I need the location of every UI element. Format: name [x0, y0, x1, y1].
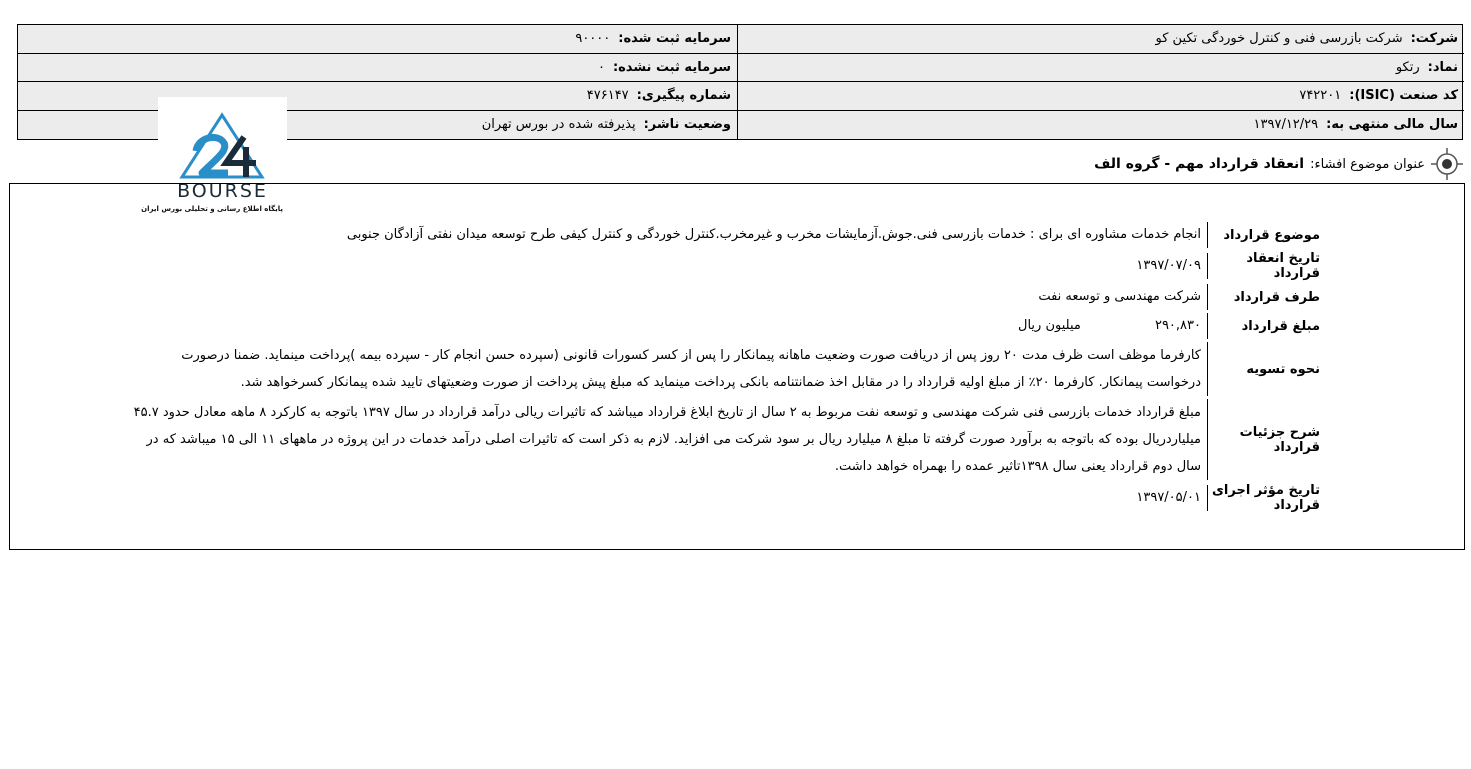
contract-party-value: شرکت مهندسی و توسعه نفت	[128, 284, 1208, 310]
contract-party-row	[128, 284, 1328, 310]
contract-details-label: شرح جزئیات قرارداد	[1239, 424, 1320, 455]
tracking-number-cell	[18, 82, 738, 111]
capital-registered-value: ۹۰۰۰۰	[575, 31, 611, 47]
symbol-value: رتکو	[1395, 59, 1420, 75]
contract-date-row	[128, 251, 1328, 281]
fiscal-year-label: سال مالی منتهی به:	[1326, 117, 1458, 133]
contract-date-value: ۱۳۹۷/۰۷/۰۹	[128, 253, 1208, 279]
publisher-status-label: وضعیت ناشر:	[643, 117, 731, 133]
contract-subject-value: انجام خدمات مشاوره ای برای : خدمات بازرسی فنی.جوش.آزمایشات مخرب و غیرمخرب.کنترل خوردگی و کنترل کیفی طرح توسعه میدان نفتی آزادگان جنوبی	[128, 222, 1208, 248]
disclosure-subject	[1094, 147, 1463, 181]
contract-details-list	[128, 222, 1328, 516]
contract-details-row	[128, 399, 1328, 480]
contract-party-label: طرف قرارداد	[1233, 289, 1320, 305]
symbol-label: نماد:	[1427, 59, 1458, 75]
isic-label: کد صنعت (ISIC):	[1349, 88, 1458, 104]
contract-amount-cell	[128, 313, 1208, 339]
bourse24-logo-icon	[158, 97, 287, 183]
contract-amount-row	[128, 313, 1328, 339]
isic-value: ۷۴۲۲۰۱	[1299, 88, 1342, 104]
company-cell	[738, 25, 1464, 54]
disclosure-subject-label: عنوان موضوع افشاء:	[1310, 156, 1425, 172]
contract-subject-row	[128, 222, 1328, 248]
contract-amount-label: مبلغ قرارداد	[1241, 318, 1320, 334]
capital-unregistered-label: سرمایه ثبت نشده:	[612, 59, 731, 75]
effective-date-label: تاریخ مؤثر اجرای قرارداد	[1212, 483, 1320, 513]
effective-date-row	[128, 483, 1328, 513]
company-label: شرکت:	[1410, 31, 1458, 47]
company-value: شرکت بازرسی فنی و کنترل خوردگی تکین کو	[1155, 31, 1403, 47]
isic-cell	[738, 82, 1464, 111]
tracking-number-label: شماره پیگیری:	[636, 88, 731, 104]
capital-registered-label: سرمایه ثبت شده:	[618, 31, 731, 47]
capital-registered-cell	[18, 25, 738, 54]
settlement-value: کارفرما موظف است ظرف مدت ۲۰ روز پس از دریافت صورت وضعیت ماهانه پیمانکار را پس از کسر کسورات قانونی (سپرده حسن انجام کار - سپرده بیمه )پرداخت مینماید. ضمنا درصورت درخواست پیمانکار. کارفرما ۲۰٪ از مبلغ اولیه قرارداد را در مقابل اخذ ضمانتنامه بانکی پرداخت مینماید که مبلغ پیش پرداخت از صورت وضعیتهای تایید شده پیمانکار کسرخواهد شد.	[128, 342, 1208, 396]
logo-tagline: پایگاه اطلاع رسانی و تحلیلی بورس ایران	[141, 205, 283, 213]
contract-details-value: مبلغ قرارداد خدمات بازرسی فنی شرکت مهندسی و توسعه نفت مربوط به ۲ سال از تاریخ ابلاغ قرارداد میباشد که تاثیرات ریالی درآمد قرارداد در سال ۱۳۹۷ باتوجه به کارکرد ۸ ماهه معادل حدود ۴۵.۷ میلیاردریال بوده که باتوجه به برآورد صورت گرفته تا مبلغ ۸ میلیارد ریال بر سود شرکت می افزاید. لازم به ذکر است که تاثیرات اصلی درآمد خدمات در این پروژه در ماههای ۱۱ الی ۱۵ میباشد که در سال دوم قرارداد یعنی سال ۱۳۹۸تاثیر عمده را بهمراه خواهد داشت.	[128, 399, 1208, 480]
publisher-status-cell	[18, 111, 738, 140]
target-icon	[1431, 148, 1463, 180]
contract-subject-label: موضوع قرارداد	[1223, 227, 1320, 243]
disclosure-subject-value: انعقاد قرارداد مهم - گروه الف	[1094, 156, 1305, 172]
fiscal-year-value: ۱۳۹۷/۱۲/۲۹	[1253, 117, 1319, 133]
contract-amount-unit: میلیون ریال	[1018, 318, 1081, 333]
capital-unregistered-value: ۰	[597, 59, 605, 75]
tracking-number-value: ۴۷۶۱۴۷	[586, 88, 629, 104]
contract-amount-value: ۲۹۰,۸۳۰	[1154, 318, 1201, 333]
settlement-row	[128, 342, 1328, 396]
capital-unregistered-cell	[18, 54, 738, 83]
contract-date-label: تاریخ انعقاد قرارداد	[1246, 251, 1320, 281]
contract-details-panel	[9, 183, 1465, 550]
fiscal-year-cell	[738, 111, 1464, 140]
effective-date-value: ۱۳۹۷/۰۵/۰۱	[128, 485, 1208, 511]
logo-wordmark: BOURSE	[177, 180, 268, 202]
publisher-status-value: پذیرفته شده در بورس تهران	[481, 117, 636, 133]
symbol-cell	[738, 54, 1464, 83]
settlement-label: نحوه تسویه	[1246, 361, 1320, 377]
